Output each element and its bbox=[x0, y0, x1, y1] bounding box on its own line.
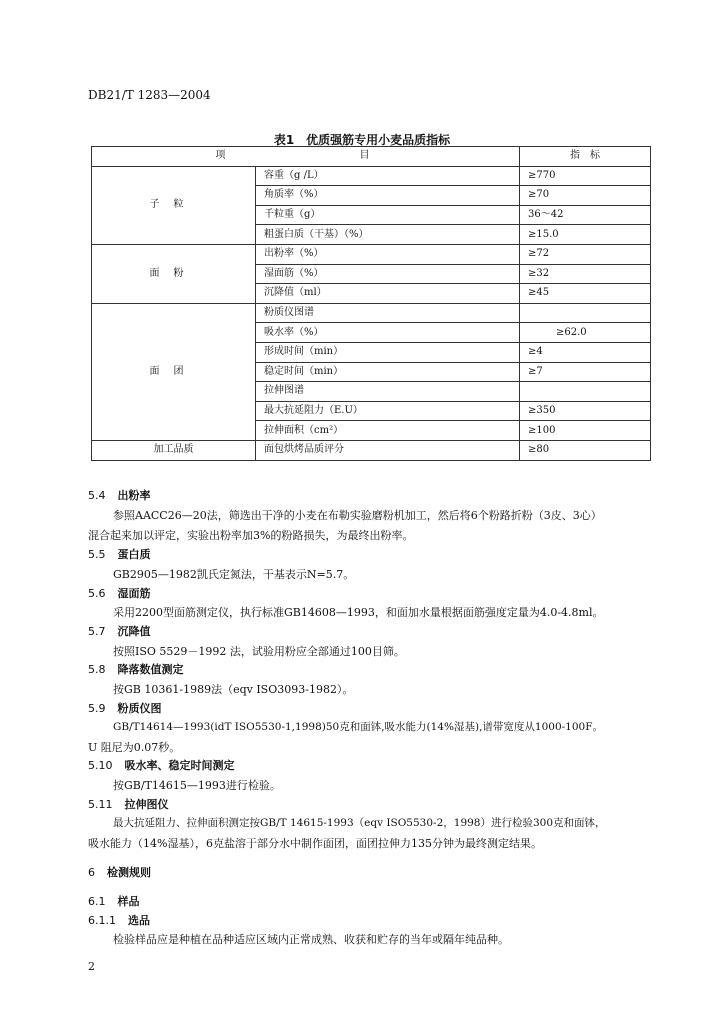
section-5-9-line-1: GB/T14614—1993(idT ISO5530-1,1998)50克和面钵,吸水能力(14%湿基),谱带宽度从1000-100F。 bbox=[113, 721, 604, 733]
row-value: ≥100 bbox=[520, 421, 651, 441]
section-5-9-heading: 5.9 粉质仪图 bbox=[88, 702, 162, 715]
section-5-8-heading: 5.8 降落数值测定 bbox=[88, 663, 184, 676]
section-5-4-line-2: 混合起来加以评定，实验出粉率加3%的粉路损失，为最终出粉率。 bbox=[88, 529, 414, 542]
section-5-5-heading: 5.5 蛋白质 bbox=[88, 548, 151, 561]
section-5-11-heading: 5.11 拉伸图仪 bbox=[88, 798, 169, 811]
row-value bbox=[520, 303, 651, 323]
section-6-1-1-line-1: 检验样品应是种植在品种适应区域内正常成熟、收获和贮存的当年或隔年纯品种。 bbox=[113, 933, 509, 946]
row-item: 面包烘烤品质评分 bbox=[256, 440, 520, 460]
section-5-4-heading: 5.4 出粉率 bbox=[88, 489, 151, 502]
row-item: 角质率（%） bbox=[256, 186, 520, 206]
row-item: 吸水率（%） bbox=[256, 323, 520, 343]
row-item: 形成时间（min） bbox=[256, 342, 520, 362]
table-row bbox=[92, 440, 651, 460]
row-value: ≥72 bbox=[520, 244, 651, 264]
row-value: ≥62.0 bbox=[520, 323, 651, 343]
table-header-row bbox=[92, 147, 651, 167]
row-item: 粉质仪图谱 bbox=[256, 303, 520, 323]
group-flour: 面粉 bbox=[92, 244, 256, 303]
row-value: ≥45 bbox=[520, 284, 651, 304]
section-5-7-line-1: 按照ISO 5529－1992 法，试验用粉应全部通过100目筛。 bbox=[113, 645, 405, 658]
row-item: 拉伸面积（cm²） bbox=[256, 421, 520, 441]
section-5-7-heading: 5.7 沉降值 bbox=[88, 625, 151, 638]
header-item: 项 目 bbox=[92, 147, 520, 167]
section-5-11-line-1: 最大抗延阻力、拉伸面积测定按GB/T 14615-1993（eqv ISO5530-2，1998）进行检验300克和面钵， bbox=[113, 817, 606, 829]
row-item: 沉降值（ml） bbox=[256, 284, 520, 304]
row-item: 稳定时间（min） bbox=[256, 362, 520, 382]
group-processing: 加工品质 bbox=[92, 440, 256, 460]
section-5-11-line-2: 吸水能力（14%湿基），6克盐溶于部分水中制作面团，面团拉伸力135分钟为最终测定结果。 bbox=[88, 837, 542, 850]
table-title: 表1 优质强筋专用小麦品质指标 bbox=[273, 133, 451, 147]
row-item: 最大抗延阻力（E.U） bbox=[256, 401, 520, 421]
group-dough: 面团 bbox=[92, 303, 256, 440]
row-item: 千粒重（g） bbox=[256, 205, 520, 225]
row-item: 湿面筋（%） bbox=[256, 264, 520, 284]
row-value: ≥32 bbox=[520, 264, 651, 284]
row-value: ≥350 bbox=[520, 401, 651, 421]
section-5-10-heading: 5.10 吸水率、稳定时间测定 bbox=[88, 759, 235, 772]
row-value: ≥80 bbox=[520, 440, 651, 460]
header-index: 指 标 bbox=[520, 147, 651, 167]
section-5-9-line-2: U 阻尼为0.07秒。 bbox=[88, 741, 181, 754]
row-item: 拉伸图谱 bbox=[256, 382, 520, 402]
section-5-4-line-1: 参照AACC26—20法，筛选出干净的小麦在布勒实验磨粉机加工，然后将6个粉路折粉（3皮、3心） bbox=[113, 509, 602, 522]
page-number: 2 bbox=[88, 960, 95, 973]
row-value: ≥70 bbox=[520, 186, 651, 206]
row-item: 粗蛋白质（干基）（%） bbox=[256, 225, 520, 245]
section-5-5-line-1: GB2905—1982凯氏定氮法，干基表示N=5.7。 bbox=[113, 568, 355, 581]
row-value: 36～42 bbox=[520, 205, 651, 225]
table-row bbox=[92, 303, 651, 323]
row-value: ≥770 bbox=[520, 166, 651, 186]
document-code: DB21/T 1283—2004 bbox=[88, 88, 211, 102]
row-value bbox=[520, 382, 651, 402]
section-5-6-heading: 5.6 湿面筋 bbox=[88, 587, 151, 600]
table-row bbox=[92, 166, 651, 186]
section-5-6-line-1: 采用2200型面筋测定仪，执行标准GB14608—1993，和面加水量根据面筋强度定量为4.0-4.8ml。 bbox=[113, 606, 604, 619]
section-5-10-line-1: 按GB/T14615—1993进行检验。 bbox=[113, 779, 281, 792]
row-value: ≥4 bbox=[520, 342, 651, 362]
section-5-8-line-1: 按GB 10361-1989法（eqv ISO3093-1982）。 bbox=[113, 683, 354, 696]
row-value: ≥15.0 bbox=[520, 225, 651, 245]
row-value: ≥7 bbox=[520, 362, 651, 382]
section-6-heading: 6 检测规则 bbox=[88, 866, 151, 879]
quality-index-table bbox=[91, 146, 651, 461]
section-6-1-1-heading: 6.1.1 选品 bbox=[88, 914, 150, 927]
table-row bbox=[92, 244, 651, 264]
group-grain: 子粒 bbox=[92, 166, 256, 244]
row-item: 出粉率（%） bbox=[256, 244, 520, 264]
section-6-1-heading: 6.1 样品 bbox=[88, 895, 140, 908]
row-item: 容重（g /L） bbox=[256, 166, 520, 186]
